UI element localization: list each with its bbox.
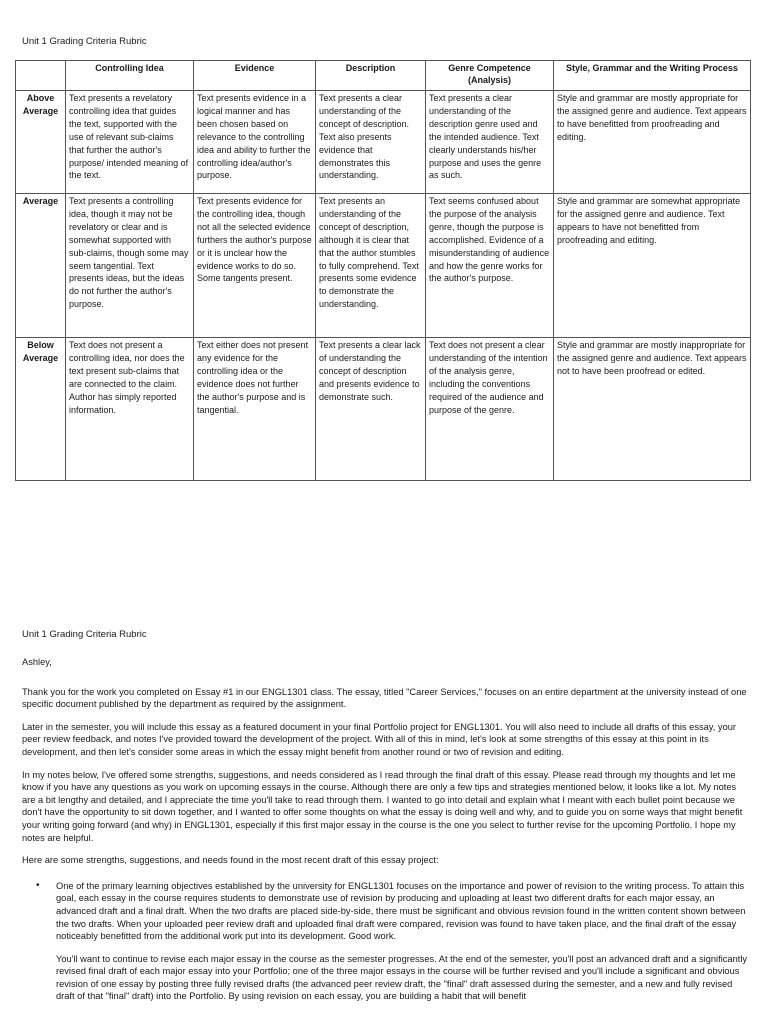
table-header-row	[16, 61, 751, 91]
table-cell: Text does not present a controlling idea, nor does the text present sub-claims that are connected to the claim. Author has simply reported information.	[66, 338, 194, 481]
table-cell: Text presents a controlling idea, though it may not be revelatory or clear and is somewhat supported with sub-claims, though some may seem tangential. Text presents ideas, but the ideas do not further the author's purpose.	[66, 194, 194, 338]
header-style-grammar: Style, Grammar and the Writing Process	[554, 61, 751, 91]
bullet-text	[56, 880, 748, 1013]
table-cell: Text either does not present any evidence for the controlling idea or the evidence does not further the author's purpose and is tangential.	[194, 338, 316, 481]
rubric-table	[15, 60, 751, 481]
table-cell: Text presents evidence in a logical manner and has been chosen based on relevance to the controlling idea and ability to further the controlling idea/author's purpose.	[194, 91, 316, 194]
table-cell: Style and grammar are mostly inappropriate for the assigned genre and audience. Text appears not to have been proofread or edited.	[554, 338, 751, 481]
table-row	[16, 91, 751, 194]
letter-title: Unit 1 Grading Criteria Rubric	[22, 629, 147, 640]
table-cell: Text presents a clear lack of understanding the concept of description and presents evidence to demonstrate such.	[316, 338, 426, 481]
bullet-icon: •	[36, 879, 40, 891]
header-genre-competence: Genre Competence (Analysis)	[426, 61, 554, 91]
rubric-title: Unit 1 Grading Criteria Rubric	[22, 36, 147, 47]
header-controlling-idea: Controlling Idea	[66, 61, 194, 91]
table-row	[16, 194, 751, 338]
bullet-paragraph: You'll want to continue to revise each major essay in the course as the semester progresses. At the end of the semester, you'll post an advanced draft and a significantly revised final draft of each major essay into your Portfolio; one of the three major essays in the course will be further revised and you'll include a significant and obvious revision of one essay by posting three fully revised drafts (the advanced peer review draft, the "final" draft assessed during the semester, and a new and fully revised draft of that "final" draft) into the Portfolio. By using revision on each essay, you are building a habit that will benefit	[56, 953, 748, 1002]
paragraph: Here are some strengths, suggestions, and needs found in the most recent draft of this essay project:	[22, 855, 439, 866]
bullet-paragraph: One of the primary learning objectives established by the university for ENGL1301 focuses on the importance and power of revision to the writing process. To attain this goal, each essay in the course requires students to demonstrate use of revision by producing and uploading at least two different drafts for each major essay, an advanced draft and a final draft. When the two drafts are placed side-by-side, there must be significant and obvious revision found in the written content shown between the two drafts. When your uploaded peer review draft and uploaded final draft were compared, revision was found to have taken place, and the final draft of the essay noticeably benefitted from the additional work put into its development. Good work.	[56, 880, 746, 942]
table-cell: Text presents evidence for the controlling idea, though not all the selected evidence furthers the author's purpose or it is unclear how the evidence works to do so. Some tangents present.	[194, 194, 316, 338]
header-evidence: Evidence	[194, 61, 316, 91]
table-cell: Text presents a clear understanding of the concept of description. Text also presents evidence that demonstrates this understanding.	[316, 91, 426, 194]
table-row	[16, 338, 751, 481]
list-item	[22, 880, 748, 1013]
table-cell: Text presents an understanding of the concept of description, although it is clear that that the author stumbles to fully comprehend. Text presents some evidence to demonstrate the understanding.	[316, 194, 426, 338]
table-cell: Style and grammar are somewhat appropriate for the assigned genre and audience. Text appears to have not benefitted from proofreading and editing.	[554, 194, 751, 338]
header-description: Description	[316, 61, 426, 91]
table-cell: Text presents a clear understanding of the description genre used and the intended audience. Text clearly understands his/her purpose and uses the genre as such.	[426, 91, 554, 194]
table-cell: Text seems confused about the purpose of the analysis genre, though the purpose is accomplished. Evidence of a misunderstanding of audience and how the genre works for the author's purpose.	[426, 194, 554, 338]
paragraph: Thank you for the work you completed on Essay #1 in our ENGL1301 class. The essay, titled "Career Services," focuses on an entire department at the university instead of one specific document published by the department as required by the assignment.	[22, 686, 747, 710]
feedback-letter	[22, 656, 748, 1013]
paragraph: In my notes below, I've offered some strengths, suggestions, and needs considered as I read through the final draft of this essay. Please read through my thoughts and let me know if you have any questions as you work on upcoming essays in the course. Although there are only a few tips and strategies mentioned below, it looks like a lot. My notes are a bit lengthy and detailed, and I appreciate the time you'll take to read through them. I wanted to go into detail and explain what I meant with each bullet point because we don't have the opportunity to sit down together, and I wanted to offer some thoughts on what the essay is doing well and why, and to guide you on some ways that might benefit your writing going forward (and why) in ENGL1301, especially if this first major essay in the course is the one you select to further revise for the upcoming Portfolio. I hope my notes are helpful.	[22, 769, 743, 843]
row-label: Above Average	[16, 91, 66, 194]
paragraph: Later in the semester, you will include this essay as a featured document in your final Portfolio project for ENGL1301. You will also need to include all drafts of this essay, your peer review feedback, and notes I've provided toward the development of the project. With all of this in mind, let's look at some strengths of this essay at this point in its development, and then let's consider some areas in which the essay might benefit from another round or two of revision and editing.	[22, 721, 737, 757]
row-label: Below Average	[16, 338, 66, 481]
row-label: Average	[16, 194, 66, 338]
greeting: Ashley,	[22, 657, 52, 667]
table-cell: Style and grammar are mostly appropriate for the assigned genre and audience. Text appears to have benefitted from proofreading and editing.	[554, 91, 751, 194]
table-cell: Text presents a revelatory controlling idea that guides the text, supported with the use of relevant sub-claims that further the author's purpose/ intended meaning of the text.	[66, 91, 194, 194]
header-corner	[16, 61, 66, 91]
table-cell: Text does not present a clear understanding of the intention of the analysis genre, including the conventions required of the audience and purpose of the genre.	[426, 338, 554, 481]
